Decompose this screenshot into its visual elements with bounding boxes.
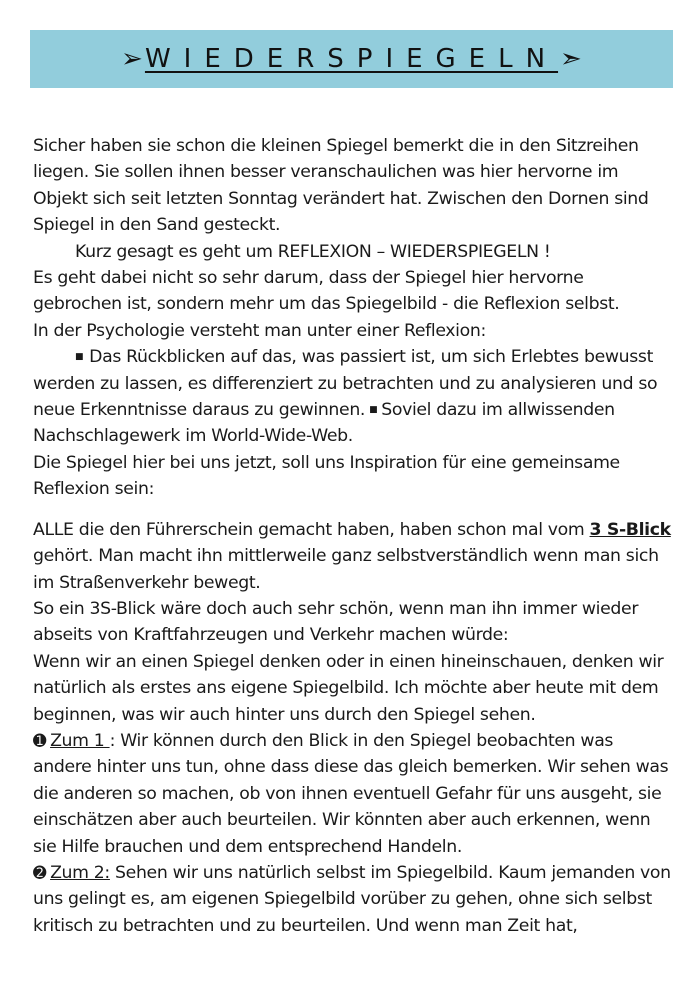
point-1-text: : Wir können durch den Blick in den Spiegel beobachten was andere hinter uns tun, ohne dass diese das gleich bemerken. Wir sehen was die anderen so machen, ob von ihnen eventuell Gefahr für uns ausgeht, sie einschätzen aber auch beurteilen. Wir könnten aber auch erkennen, wenn sie Hilfe brauchen und dem entsprechend Handeln. bbox=[33, 730, 669, 857]
paragraph-mirror: Es geht dabei nicht so sehr darum, dass der Spiegel hier hervorne gebrochen ist, sondern mehr um das Spiegelbild - die Reflexion selbst. bbox=[33, 268, 620, 315]
paragraph-point-2 bbox=[33, 860, 673, 939]
paragraph-3s-wish: So ein 3S-Blick wäre doch auch sehr schön, wenn man ihn immer wieder abseits von Kraftfahrzeugen und Verkehr machen würde: bbox=[33, 598, 639, 646]
point-1-label: Zum 1 bbox=[50, 730, 110, 751]
body-text bbox=[33, 133, 673, 939]
number-two-icon: ➋ bbox=[33, 862, 47, 882]
left-arrow-icon: ➢ bbox=[121, 44, 143, 74]
number-one-icon: ➊ bbox=[33, 730, 47, 750]
paragraph-3s-blick: ALLE die den Führerschein gemacht haben, haben schon mal vom 3 S-Blick gehört. Man macht ihn mittlerweile ganz selbstverständlich wenn man sich im Straßenverkehr bewegt. bbox=[33, 519, 671, 593]
page-title: WIEDERSPIEGELN bbox=[144, 44, 559, 74]
paragraph-intro: Sicher haben sie schon die kleinen Spiegel bemerkt die in den Sitzreihen liegen. Sie sollen ihnen besser veranschaulichen was hier hervorne im Objekt sich seit letzten Sonntag verändert hat. Zwischen den Dornen sind Spiegel in den Sand gesteckt. bbox=[33, 136, 649, 236]
definition-source: Soviel dazu im allwissenden Nachschlagewerk im World-Wide-Web. bbox=[33, 400, 615, 447]
point-2-text: Sehen wir uns natürlich selbst im Spiegelbild. Kaum jemanden von uns gelingt es, am eigenen Spiegelbild vorüber zu gehen, ohne sich selbst kritisch zu betrachten und zu beurteilen. Und wenn man Zeit hat, bbox=[33, 862, 671, 936]
right-arrow-icon: ➣ bbox=[560, 44, 582, 74]
bullet-icon: ■ bbox=[75, 352, 84, 363]
paragraph-psychology: In der Psychologie versteht man unter einer Reflexion: bbox=[33, 320, 486, 341]
bullet-icon: ■ bbox=[369, 405, 378, 416]
definition-text: Das Rückblicken auf das, was passiert ist, um sich Erlebtes bewusst werden zu lassen, es differenziert zu betrachten und zu analysieren und so neue Erkenntnisse daraus zu gewinnen. bbox=[33, 347, 658, 421]
point-2-label: Zum 2: bbox=[50, 862, 110, 883]
3s-blick-term: 3 S-Blick bbox=[589, 519, 671, 540]
paragraph-definition bbox=[33, 344, 673, 450]
paragraph-summary: Kurz gesagt es geht um REFLEXION – WIEDERSPIEGELN ! bbox=[75, 241, 551, 262]
title-banner bbox=[30, 30, 673, 88]
paragraph-inspiration: Die Spiegel hier bei uns jetzt, soll uns Inspiration für eine gemeinsame Reflexion sein: bbox=[33, 452, 620, 500]
paragraph-mirror-thought: Wenn wir an einen Spiegel denken oder in einen hineinschauen, denken wir natürlich als erstes ans eigene Spiegelbild. Ich möchte aber heute mit dem beginnen, was wir auch hinter uns durch den Spiegel sehen. bbox=[33, 651, 664, 725]
paragraph-point-1 bbox=[33, 728, 673, 860]
